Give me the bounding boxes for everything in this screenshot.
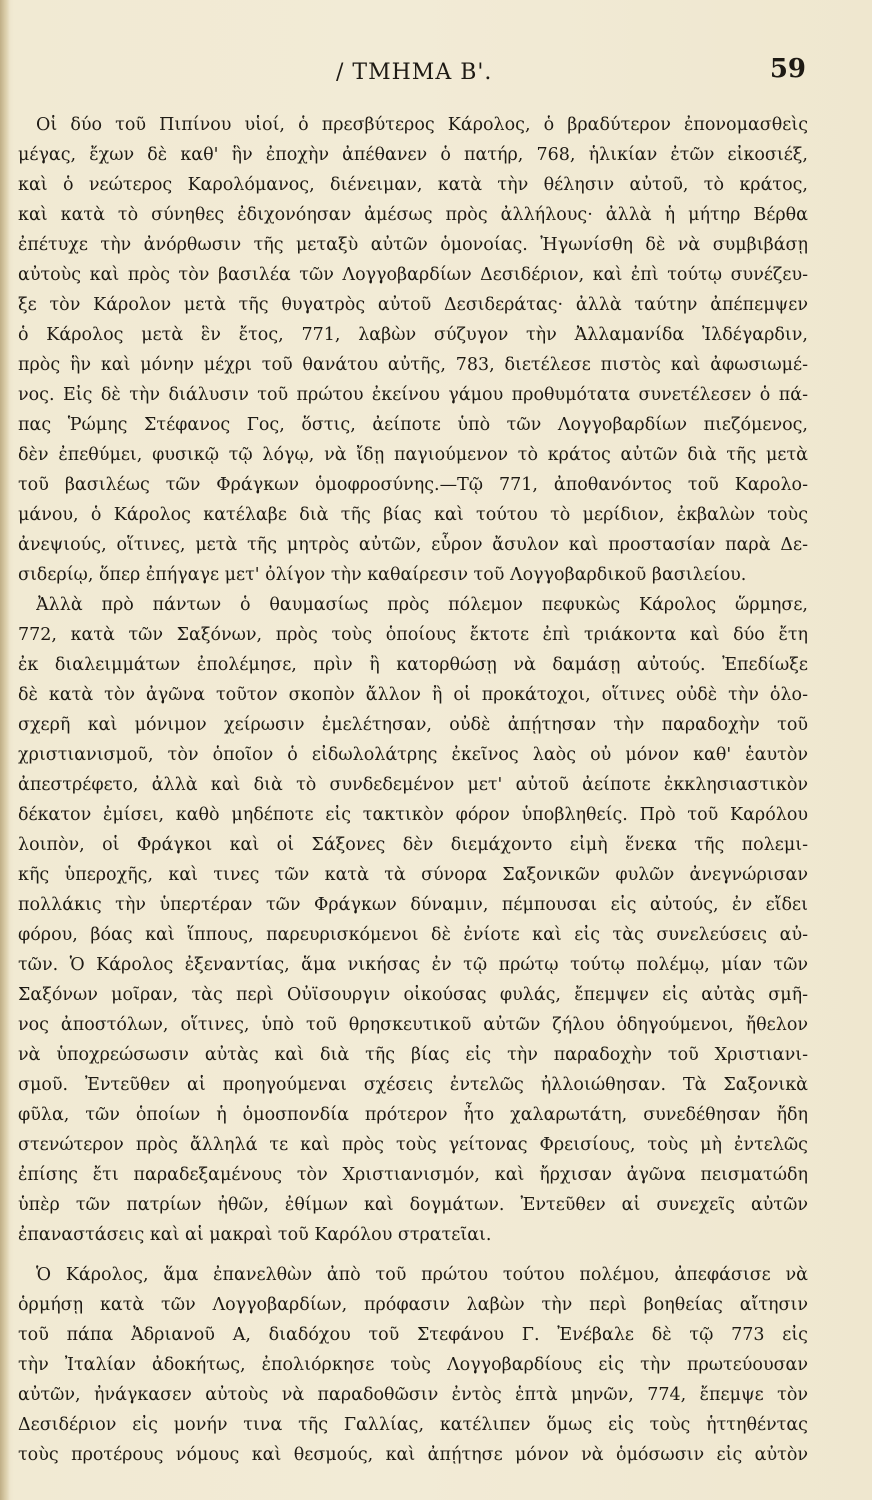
- text-line: σιδερίῳ, ὅπερ ἐπήγαγε μετ' ὀλίγον τὴν καθαίρεσιν τοῦ Λογγοβαρδικοῦ βασιλείου.: [18, 565, 747, 585]
- text-line: φῦλα, τῶν ὁποίων ἡ ὁμοσπονδία πρότερον ἦτο χαλαρωτάτη, συνεδέθησαν ἤδη: [18, 1105, 808, 1125]
- running-header: [18, 52, 806, 96]
- text-line: νος. Εἰς δὲ τὴν διάλυσιν τοῦ πρώτου ἐκείνου γάμου προθυμότατα συνετέλεσεν ὁ πά-: [18, 385, 808, 405]
- text-line: πρὸς ἣν καὶ μόνην μέχρι τοῦ θανάτου αὐτῆς, 783, διετέλεσε πιστὸς καὶ ἀφωσιωμέ-: [18, 355, 808, 375]
- page-number: 59: [769, 54, 806, 84]
- text-line: τοῦ βασιλέως τῶν Φράγκων ὁμοφροσύνης.—Τῷ 771, ἀποθανόντος τοῦ Καρολο-: [18, 475, 808, 495]
- text-line: αὐτοὺς καὶ πρὸς τὸν βασιλέα τῶν Λογγοβαρδίων Δεσιδέριον, καὶ ἐπὶ τούτῳ συνέζευ-: [18, 265, 808, 285]
- text-line: μέγας, ἔχων δὲ καθ' ἣν ἐποχὴν ἀπέθανεν ὁ πατήρ, 768, ἡλικίαν ἐτῶν εἰκοσιέξ,: [18, 145, 808, 165]
- text-line: μάνου, ὁ Κάρολος κατέλαβε διὰ τῆς βίας καὶ τούτου τὸ μερίδιον, ἐκβαλὼν τοὺς: [18, 505, 808, 525]
- text-line: νὰ ὑποχρεώσωσιν αὐτὰς καὶ διὰ τῆς βίας εἰς τὴν παραδοχὴν τοῦ Χριστιανι-: [18, 1045, 808, 1065]
- text-line: ὑπὲρ τῶν πατρίων ἠθῶν, ἐθίμων καὶ δογμάτων. Ἐντεῦθεν αἱ συνεχεῖς αὐτῶν: [18, 1195, 808, 1215]
- text-line: σχερῆ καὶ μόνιμον χείρωσιν ἐμελέτησαν, οὐδὲ ἀπῄτησαν τὴν παραδοχὴν τοῦ: [18, 715, 808, 735]
- text-line: φόρου, βόας καὶ ἵππους, παρευρισκόμενοι δὲ ἐνίοτε καὶ εἰς τὰς συνελεύσεις αὐ-: [18, 925, 808, 945]
- text-line: ὁρμήσῃ κατὰ τῶν Λογγοβαρδίων, πρόφασιν λαβὼν τὴν περὶ βοηθείας αἴτησιν: [18, 1295, 808, 1315]
- text-line: αὐτῶν, ἠνάγκασεν αὐτοὺς νὰ παραδοθῶσιν ἐντὸς ἑπτὰ μηνῶν, 774, ἔπεμψε τὸν: [18, 1385, 808, 1405]
- text-line: χριστιανισμοῦ, τὸν ὁποῖον ὁ εἰδωλολάτρης ἐκεῖνος λαὸς οὐ μόνον καθ' ἑαυτὸν: [18, 745, 808, 765]
- text-line: ἐπέτυχε τὴν ἀνόρθωσιν τῆς μεταξὺ αὐτῶν ὁμονοίας. Ἠγωνίσθη δὲ νὰ συμβιβάσῃ: [18, 235, 808, 255]
- header-title-text: ΤΜΗΜΑ Β'.: [352, 60, 493, 85]
- binding-edge: [0, 0, 10, 1500]
- text-line: δὲν ἐπεθύμει, φυσικῷ τῷ λόγῳ, νὰ ἴδῃ παγιούμενον τὸ κράτος αὐτῶν διὰ τῆς μετὰ: [18, 445, 808, 465]
- text-line: κῆς ὑπεροχῆς, καὶ τινες τῶν κατὰ τὰ σύνορα Σαξονικῶν φυλῶν ἀνεγνώρισαν: [18, 865, 808, 885]
- text-line: καὶ κατὰ τὸ σύνηθες ἐδιχονόησαν ἀμέσως πρὸς ἀλλήλους· ἀλλὰ ἡ μήτηρ Βέρθα: [18, 205, 808, 225]
- text-line: ἀπεστρέφετο, ἀλλὰ καὶ διὰ τὸ συνδεδεμένον μετ' αὐτοῦ ἀείποτε ἐκκλησιαστικὸν: [18, 775, 808, 795]
- text-line: Σαξόνων μοῖραν, τὰς περὶ Οὐϊσουργιν οἰκούσας φυλάς, ἔπεμψεν εἰς αὐτὰς σμῆ-: [18, 985, 808, 1005]
- text-line: τοῦ πάπα Ἀδριανοῦ Α, διαδόχου τοῦ Στεφάνου Γ. Ἐνέβαλε δὲ τῷ 773 εἰς: [18, 1325, 808, 1345]
- text-line: ἐπίσης ἔτι παραδεξαμένους τὸν Χριστιανισμόν, καὶ ἤρχισαν ἀγῶνα πεισματώδη: [18, 1165, 808, 1185]
- text-line: Δεσιδέριον εἰς μονήν τινα τῆς Γαλλίας, κατέλιπεν ὅμως εἰς τοὺς ἡττηθέντας: [18, 1415, 808, 1435]
- text-line: δὲ κατὰ τὸν ἀγῶνα τοῦτον σκοπὸν ἄλλον ἢ οἱ προκάτοχοι, οἵτινες οὐδὲ τὴν ὁλο-: [18, 685, 808, 705]
- text-line: ξε τὸν Κάρολον μετὰ τῆς θυγατρὸς αὐτοῦ Δεσιδεράτας· ἀλλὰ ταύτην ἀπέπεμψεν: [18, 295, 808, 315]
- text-line: καὶ ὁ νεώτερος Καρολόμανος, διένειμαν, κατὰ τὴν θέλησιν αὐτοῦ, τὸ κράτος,: [18, 175, 808, 195]
- section-title: [336, 60, 492, 85]
- text-line: τῶν. Ὁ Κάρολος ἐξεναντίας, ἅμα νικήσας ἐν τῷ πρώτῳ τούτῳ πολέμῳ, μίαν τῶν: [18, 955, 808, 975]
- text-line: πας Ῥώμης Στέφανος Γος, ὅστις, ἀείποτε ὑπὸ τῶν Λογγοβαρδίων πιεζόμενος,: [18, 415, 808, 435]
- text-line: λοιπὸν, οἱ Φράγκοι καὶ οἱ Σάξονες δὲν διεμάχοντο εἰμὴ ἕνεκα τῆς πολεμι-: [18, 835, 808, 855]
- text-line: 772, κατὰ τῶν Σαξόνων, πρὸς τοὺς ὁποίους ἔκτοτε ἐπὶ τριάκοντα καὶ δύο ἔτη: [18, 625, 808, 645]
- text-line: Ὁ Κάρολος, ἅμα ἐπανελθὼν ἀπὸ τοῦ πρώτου τούτου πολέμου, ἀπεφάσισε νὰ: [36, 1265, 808, 1285]
- text-line: σμοῦ. Ἐντεῦθεν αἱ προηγούμεναι σχέσεις ἐντελῶς ἠλλοιώθησαν. Τὰ Σαξονικὰ: [18, 1075, 808, 1095]
- text-line: ἀνεψιούς, οἵτινες, μετὰ τῆς μητρὸς αὐτῶν, εὗρον ἄσυλον καὶ προστασίαν παρὰ Δε-: [18, 535, 808, 555]
- text-line: τοὺς προτέρους νόμους καὶ θεσμούς, καὶ ἀπῄτησε μόνον νὰ ὁμόσωσιν εἰς αὐτὸν: [18, 1445, 808, 1465]
- text-line: πολλάκις τὴν ὑπερτέραν τῶν Φράγκων δύναμιν, πέμπουσαι εἰς αὐτούς, ἐν εἴδει: [18, 895, 808, 915]
- text-line: Οἱ δύο τοῦ Πιπίνου υἱοί, ὁ πρεσβύτερος Κάρολος, ὁ βραδύτερον ἐπονομασθεὶς: [36, 115, 808, 135]
- text-line: ἐπαναστάσεις καὶ αἱ μακραὶ τοῦ Καρόλου στρατεῖαι.: [18, 1225, 492, 1245]
- text-line: ὁ Κάρολος μετὰ ἓν ἔτος, 771, λαβὼν σύζυγον τὴν Ἀλλαμανίδα Ἰλδέγαρδιν,: [18, 325, 808, 345]
- text-line: τὴν Ἰταλίαν ἀδοκήτως, ἐπολιόρκησε τοὺς Λογγοβαρδίους εἰς τὴν πρωτεύουσαν: [18, 1355, 808, 1375]
- text-line: νος ἀποστόλων, οἵτινες, ὑπὸ τοῦ θρησκευτικοῦ αὐτῶν ζήλου ὁδηγούμενοι, ἤθελον: [18, 1015, 808, 1035]
- text-line: δέκατον ἐμίσει, καθὸ μηδέποτε εἰς τακτικὸν φόρον ὑποβληθείς. Πρὸ τοῦ Καρόλου: [18, 805, 808, 825]
- text-line: Ἀλλὰ πρὸ πάντων ὁ θαυμασίως πρὸς πόλεμον πεφυκὼς Κάρολος ὥρμησε,: [36, 595, 808, 615]
- text-line: ἐκ διαλειμμάτων ἐπολέμησε, πρὶν ἢ κατορθώσῃ νὰ δαμάσῃ αὐτούς. Ἐπεδίωξε: [18, 655, 808, 675]
- header-mark: /: [336, 60, 345, 85]
- text-line: στενώτερον πρὸς ἄλληλά τε καὶ πρὸς τοὺς γείτονας Φρεισίους, τοὺς μὴ ἐντελῶς: [18, 1135, 808, 1155]
